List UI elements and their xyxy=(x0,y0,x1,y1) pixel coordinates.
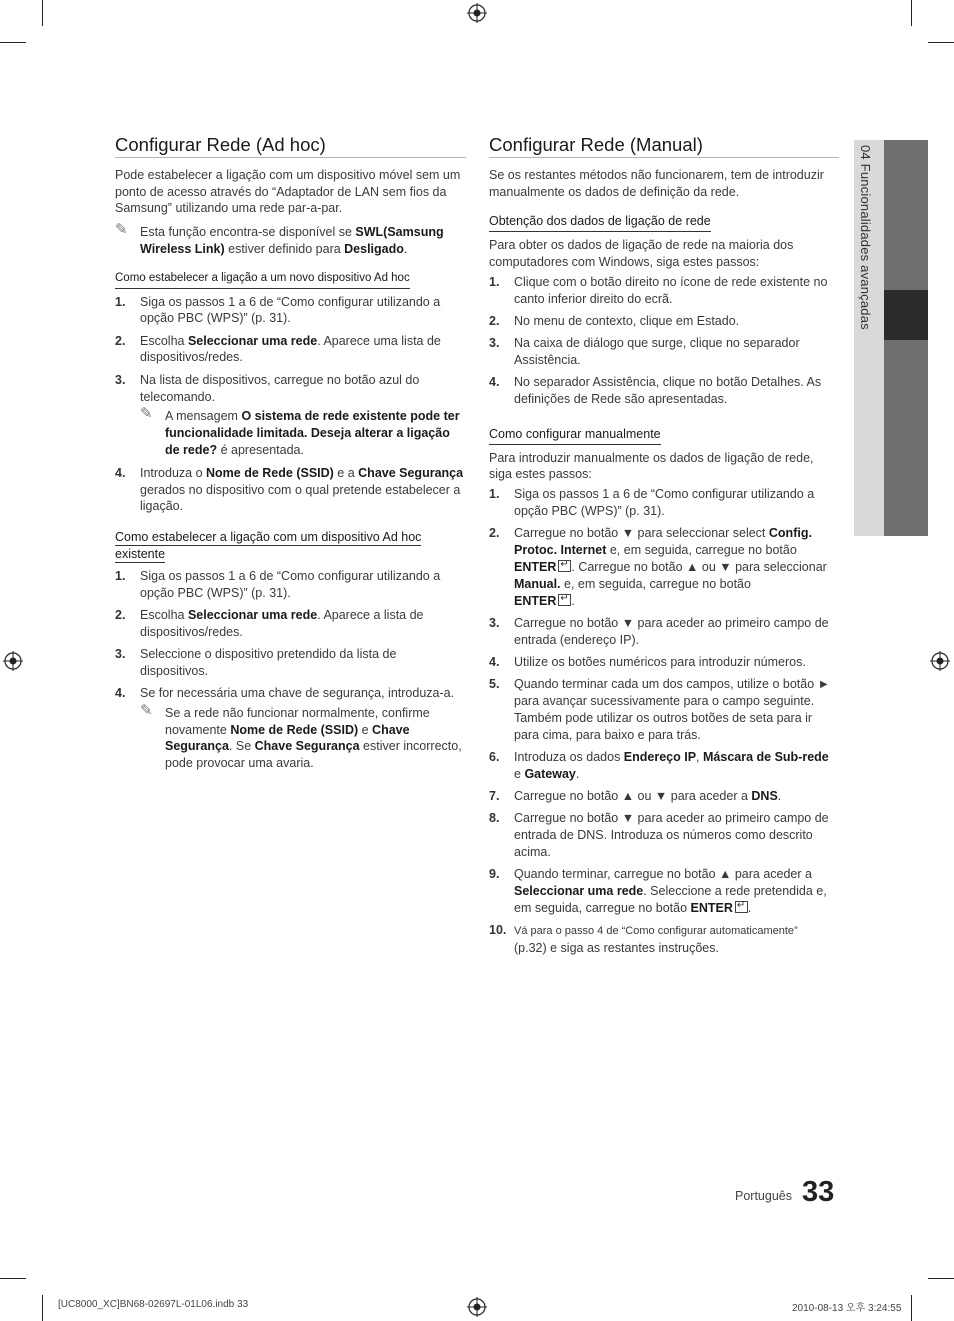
list-item: 3. Na lista de dispositivos, carregue no botão azul do telecomando. ✎ A mensagem O sistema de rede existente pode ter funcionalidade limitada. Deseja alterar a ligação de rede? é apresentada. xyxy=(115,372,466,459)
section-title: Configurar Rede (Ad hoc) xyxy=(115,137,466,158)
print-file-info: [UC8000_XC]BN68-02697L-01L06.indb 33 xyxy=(58,1299,249,1310)
crop-mark xyxy=(911,1295,912,1321)
note: ✎ Esta função encontra-se disponível se SWL(Samsung Wireless Link) estiver definido para Desligado. xyxy=(115,221,444,256)
steps-list xyxy=(115,294,466,516)
right-column xyxy=(489,134,839,965)
crop-mark xyxy=(42,1295,43,1321)
crop-mark xyxy=(928,42,954,43)
crop-mark xyxy=(911,0,912,26)
subsection-title: Como estabelecer a ligação com um dispositivo Ad hoc existente xyxy=(115,530,422,561)
list-item: 2. Carregue no botão ▼ para seleccionar select Config. Protoc. Internet e, em seguida, carregue no botão ENTER↵ . Carregue no botão ▲ ou ▼ para seleccionar Manual. e, em seguida, carregue no botão ENTER↵ . xyxy=(489,525,839,609)
pencil-icon: ✎ xyxy=(140,701,153,719)
enter-icon xyxy=(558,594,571,606)
chapter-tab-bar xyxy=(884,140,928,290)
enter-icon xyxy=(558,560,571,572)
enter-icon xyxy=(735,901,748,913)
chapter-tab-label: 04 Funcionalidades avançadas xyxy=(858,145,873,330)
page-number: 33 xyxy=(802,1176,835,1208)
subsection-title: Como configurar manualmente xyxy=(489,426,661,445)
registration-mark-icon xyxy=(467,3,487,23)
crop-mark xyxy=(0,1278,26,1279)
list-item: 3. Carregue no botão ▼ para aceder ao primeiro campo de entrada (endereço IP). xyxy=(489,615,829,647)
registration-mark-icon xyxy=(930,651,950,671)
pencil-icon: ✎ xyxy=(115,221,128,239)
note: ✎ Se a rede não funcionar normalmente, confirme novamente Nome de Rede (SSID) e Chave Segurança. Se Chave Segurança estiver incorrecto, pode provocar uma avaria. xyxy=(140,701,462,771)
crop-mark xyxy=(0,42,26,43)
crop-mark xyxy=(928,1278,954,1279)
list-item: 1. Siga os passos 1 a 6 de “Como configurar utilizando a opção PBC (WPS)” (p. 31). xyxy=(115,568,441,600)
steps-list xyxy=(115,568,466,772)
subsection-title: Como estabelecer a ligação a um novo dispositivo Ad hoc xyxy=(115,270,410,289)
list-item: 1. Siga os passos 1 a 6 de “Como configurar utilizando a opção PBC (WPS)” (p. 31). xyxy=(115,294,441,326)
list-item: 8. Carregue no botão ▼ para aceder ao primeiro campo de entrada de DNS. Introduza os números como descrito acima. xyxy=(489,811,829,859)
steps-list xyxy=(489,274,839,408)
chapter-tab-marker xyxy=(884,290,928,340)
list-item: 4. No separador Assistência, clique no botão Detalhes. As definições de Rede são apresentadas. xyxy=(489,375,822,407)
list-item: 7. Carregue no botão ▲ ou ▼ para aceder a DNS. xyxy=(489,789,782,803)
print-timestamp: 2010-08-13 오후 3:24:55 xyxy=(792,1303,902,1314)
list-item: 10. Vá para o passo 4 de “Como configurar automaticamente” (p.32) e siga as restantes instruções. xyxy=(489,923,798,955)
subsection-title: Obtenção dos dados de ligação de rede xyxy=(489,213,711,232)
list-item: 3. Na caixa de diálogo que surge, clique no separador Assistência. xyxy=(489,336,800,367)
list-item: 2. No menu de contexto, clique em Estado. xyxy=(489,313,740,328)
list-item: 6. Introduza os dados Endereço IP, Máscara de Sub-rede e Gateway. xyxy=(489,749,829,781)
paragraph: Para introduzir manualmente os dados de ligação de rede, siga estes passos: xyxy=(489,450,814,482)
list-item: 2. Escolha Seleccionar uma rede. Aparece a lista de dispositivos/redes. xyxy=(115,607,424,639)
list-item: 2. Escolha Seleccionar uma rede. Aparece uma lista de dispositivos/redes. xyxy=(115,333,441,365)
steps-list xyxy=(489,486,839,956)
registration-mark-icon xyxy=(3,651,23,671)
left-column xyxy=(115,134,466,780)
note: ✎ A mensagem O sistema de rede existente pode ter funcionalidade limitada. Deseja alterar a ligação de rede? é apresentada. xyxy=(140,405,460,457)
list-item: 4. Introduza o Nome de Rede (SSID) e a Chave Segurança gerados no dispositivo com o qual pretende estabelecer a ligação. xyxy=(115,465,464,514)
crop-mark xyxy=(42,0,43,26)
list-item: 9. Quando terminar, carregue no botão ▲ para aceder a Seleccionar uma rede. Seleccione a rede pretendida e, em seguida, carregue no botão ENTER↵ . xyxy=(489,866,839,916)
registration-mark-icon xyxy=(467,1297,487,1317)
section-title: Configurar Rede (Manual) xyxy=(489,137,839,158)
list-item: 5. Quando terminar cada um dos campos, utilize o botão ► para avançar sucessivamente para o campo seguinte. Também pode utilizar os outros botões de seta para ir para cima, para baixo e para trás. xyxy=(489,677,831,742)
paragraph: Se os restantes métodos não funcionarem, tem de introduzir manualmente os dados de definição da rede. xyxy=(489,167,824,199)
page-language: Português xyxy=(735,1189,792,1203)
list-item: 1. Siga os passos 1 a 6 de “Como configurar utilizando a opção PBC (WPS)” (p. 31). xyxy=(489,487,815,519)
list-item: 4. Se for necessária uma chave de segurança, introduza-a. ✎ Se a rede não funcionar normalmente, confirme novamente Nome de Rede (SSID) e Chave Segurança. Se Chave Segurança estiver incorrecto, pode provocar uma avaria. xyxy=(115,685,466,772)
pencil-icon: ✎ xyxy=(140,405,153,423)
paragraph: Pode estabelecer a ligação com um dispositivo móvel sem um ponto de acesso através do “Adaptador de LAN sem fios da Samsung” utilizando uma rede par-a-par. xyxy=(115,167,461,216)
list-item: 3. Seleccione o dispositivo pretendido da lista de dispositivos. xyxy=(115,646,397,678)
list-item: 4. Utilize os botões numéricos para introduzir números. xyxy=(489,654,806,669)
list-item: 1. Clique com o botão direito no ícone de rede existente no canto inferior direito do ecrã. xyxy=(489,274,828,306)
paragraph: Para obter os dados de ligação de rede na maioria dos computadores com Windows, siga estes passos: xyxy=(489,238,794,269)
chapter-tab-bar xyxy=(884,340,928,536)
